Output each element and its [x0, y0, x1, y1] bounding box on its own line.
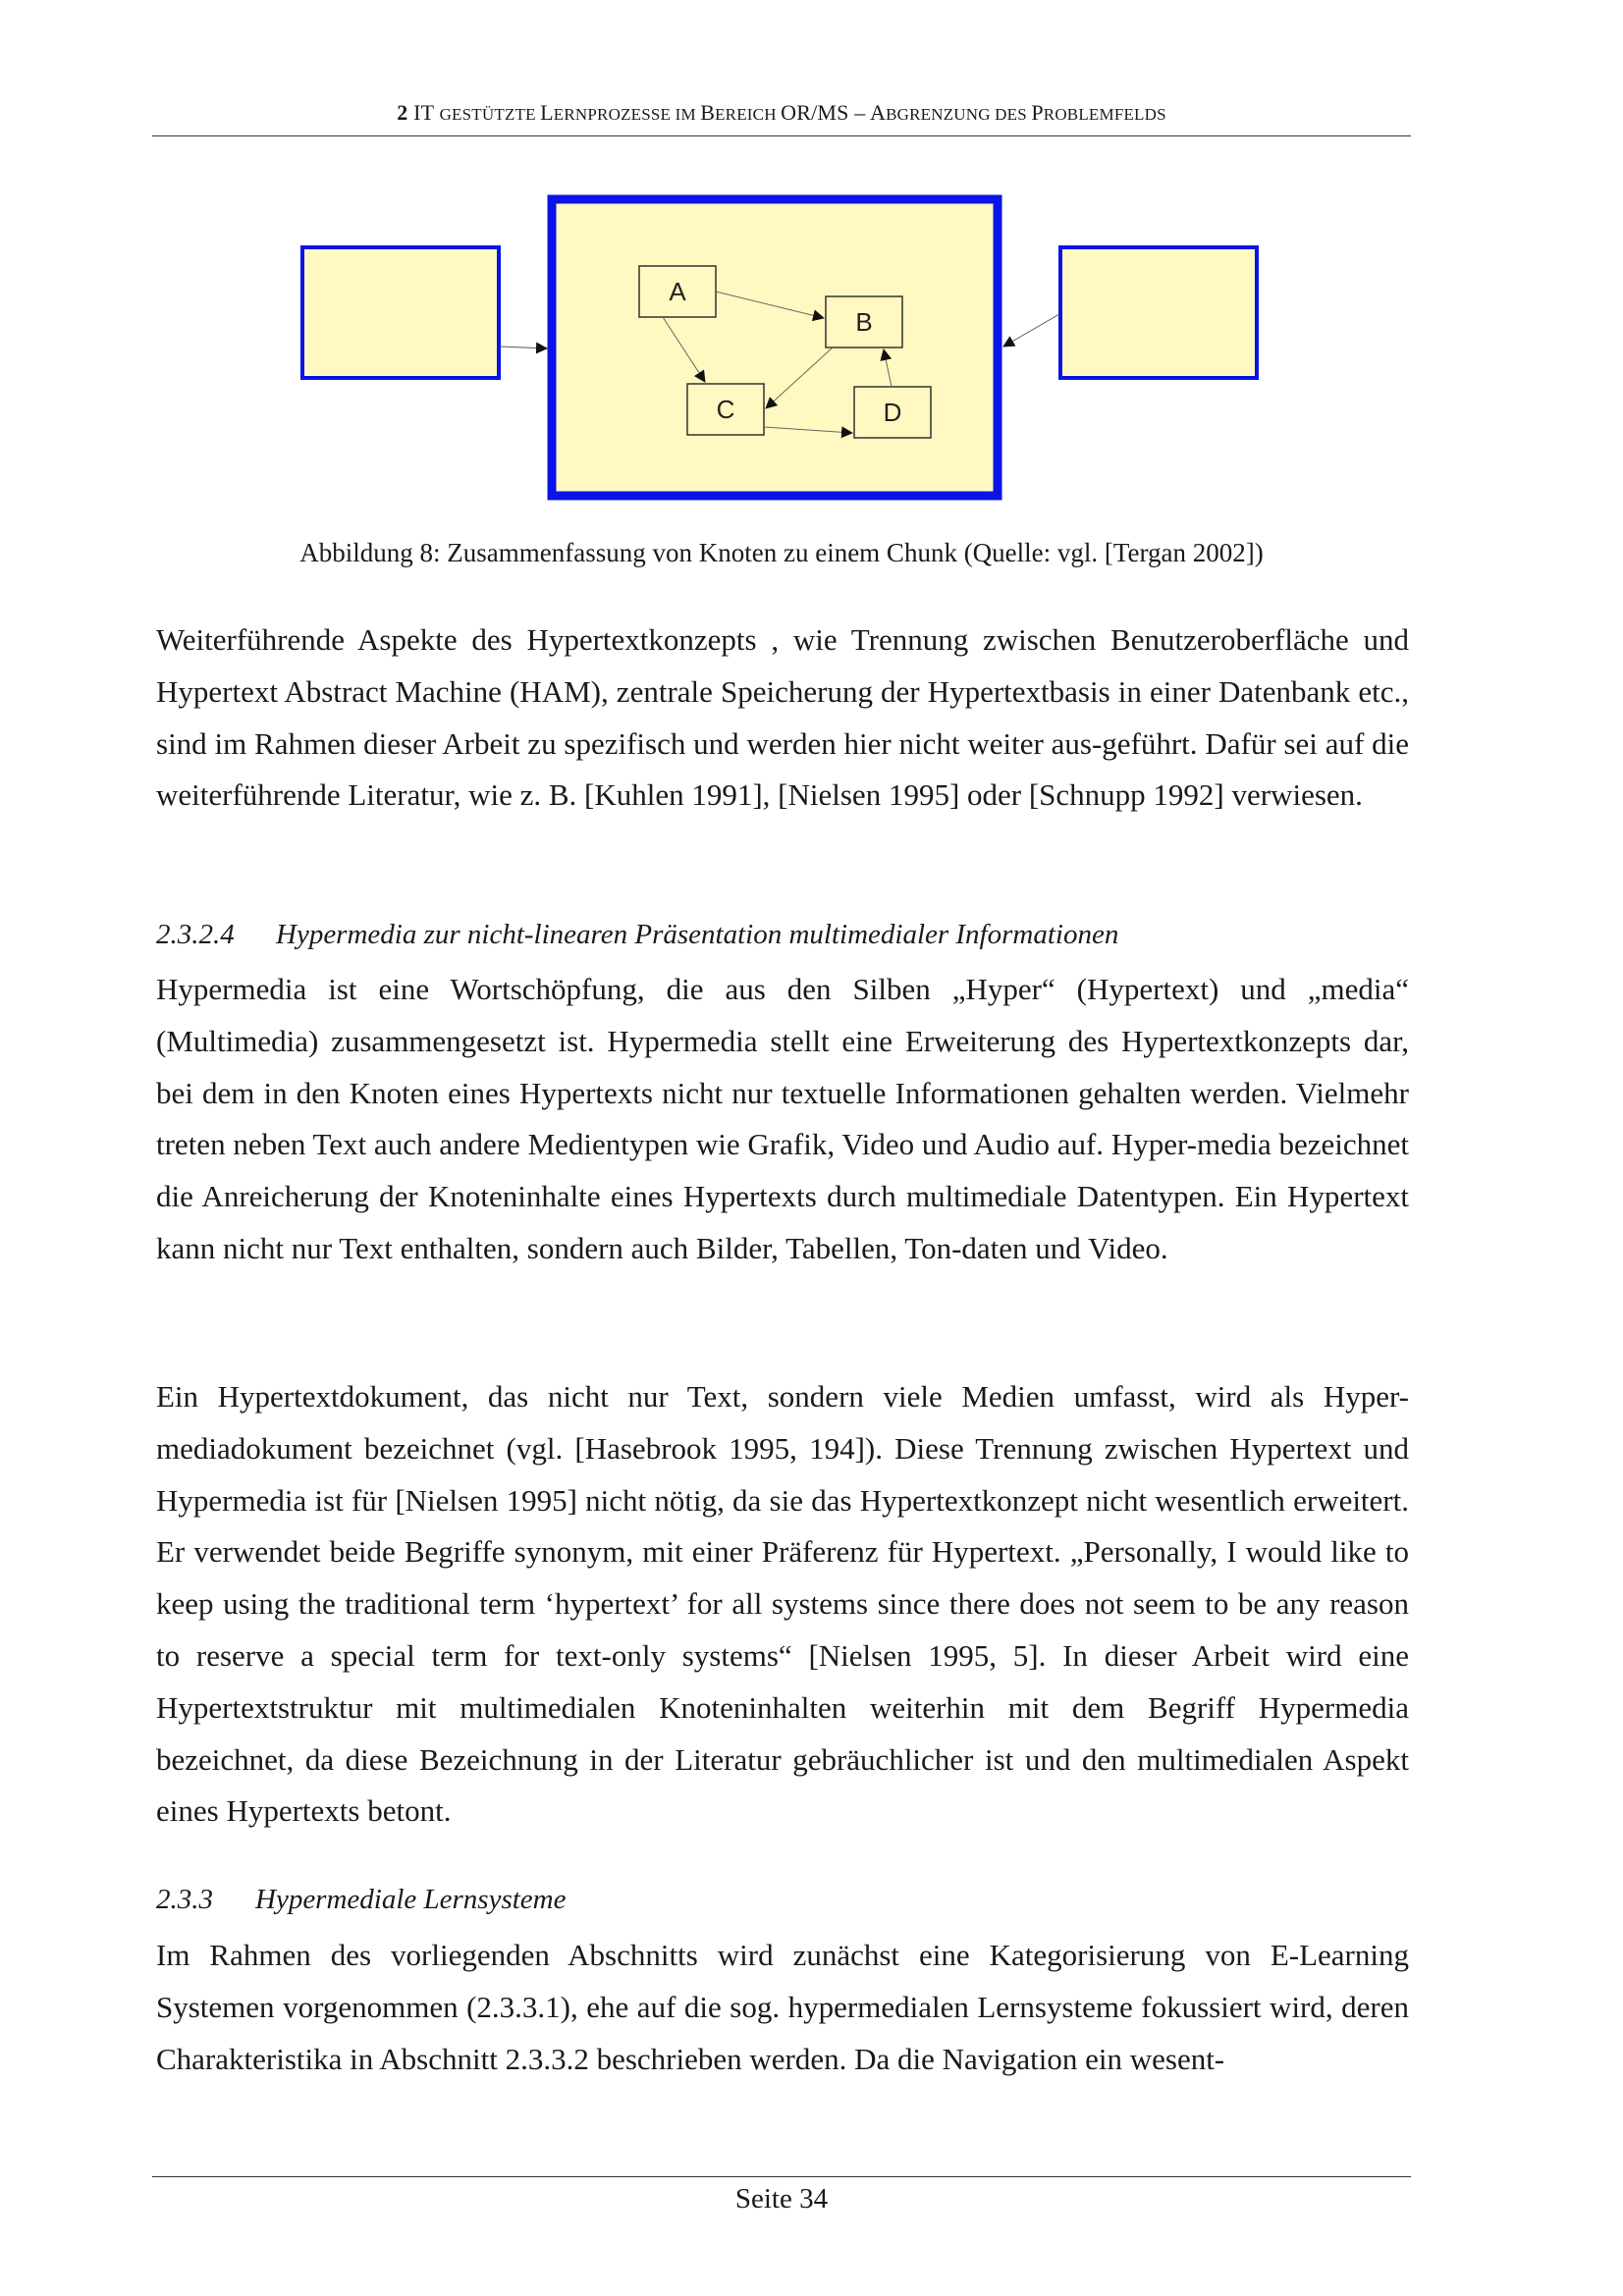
- section-number: 2.3.3: [156, 1884, 213, 1915]
- paragraph-learning-systems: Im Rahmen des vorliegenden Abschnitts wird zunächst eine Kategorisierung von E-Learning Systemen vorgenommen (2.3.3.1), ehe auf die sog. hypermedialen Lernsysteme fokussiert wird, deren Charakteristika in Abschnitt 2.3.3.2 beschrieben werden. Da die Navigation ein wesent-: [156, 1938, 1409, 2076]
- page-number: Seite 34: [734, 2183, 829, 2215]
- header-title-part: ROBLEMFELDS: [1043, 105, 1166, 124]
- edge-right-to-chunk: [1003, 314, 1059, 347]
- footer-rule: [152, 2176, 1411, 2177]
- header-title-part: ERNPROZESSE IM: [553, 105, 701, 124]
- chunk-diagram-svg: [295, 191, 1276, 506]
- header-title-part: A: [870, 100, 887, 125]
- node-d: [854, 387, 931, 438]
- running-header: [152, 100, 1411, 126]
- section-number: 2.3.2.4: [156, 919, 235, 950]
- header-title-part: GESTÜTZTE: [439, 105, 541, 124]
- node-a: [639, 266, 716, 317]
- paragraph-hypertext-aspects: Weiterführende Aspekte des Hypertextkonzepts , wie Trennung zwischen Benutzeroberfläche und Hypertext Abstract Machine (HAM), zentrale Speicherung der Hypertextbasis in einer Datenbank etc., sind im Rahmen dieser Arbeit zu spezifisch und werden hier nicht weiter aus-geführt. Dafür sei auf die weiterführende Literatur, wie z. B. [Kuhlen 1991], [Nielsen 1995] oder [Schnupp 1992] verwiesen.: [156, 622, 1409, 813]
- node-d-label: D: [883, 398, 902, 427]
- header-rule: [152, 135, 1411, 136]
- left-node-box: [302, 247, 499, 378]
- node-b-label: B: [855, 307, 873, 337]
- paragraph-hypermedia-definition: Hypermedia ist eine Wortschöpfung, die aus den Silben „Hyper“ (Hypertext) und „media“ (Multimedia) zusammengesetzt ist. Hypermedia stellt eine Erweiterung des Hypertextkonzepts dar, bei dem in den Knoten eines Hypertexts nicht nur textuelle Informationen gehalten werden. Vielmehr treten neben Text auch andere Medientypen wie Grafik, Video und Audio auf. Hyper-media bezeichnet die Anreicherung der Knoteninhalte eines Hypertexts durch multimediale Datentypen. Ein Hypertext kann nicht nur Text enthalten, sondern auch Bilder, Tabellen, Ton-daten und Video.: [156, 972, 1409, 1265]
- header-title-part: P: [1031, 100, 1044, 125]
- section-heading-2-3-3: [156, 1884, 567, 1916]
- header-title-part: EREICH: [715, 105, 782, 124]
- paragraph-hypermedia-document: Ein Hypertextdokument, das nicht nur Text, sondern viele Medien umfasst, wird als Hyper-mediadokument bezeichnet (vgl. [Hasebrook 1995, 194]). Diese Trennung zwischen Hypertext und Hypermedia ist für [Nielsen 1995] nicht nötig, da sie das Hypertextkonzept nicht wesentlich erweitert. Er verwendet beide Begriffe synonym, mit einer Präferenz für Hypertext. „Personally, I would like to keep using the traditional term ‘hypertext’ for all systems since there does not seem to be any reason to reserve a special term for text-only systems“ [Nielsen 1995, 5]. In dieser Arbeit wird eine Hypertextstruktur mit multimedialen Knoteninhalten weiterhin mit dem Begriff Hypermedia bezeichnet, da diese Bezeichnung in der Literatur gebräuchlicher ist und den multimedialen Aspekt eines Hypertexts betont.: [156, 1379, 1409, 1829]
- node-c: [687, 384, 764, 435]
- right-node-box: [1060, 247, 1257, 378]
- header-title-part: IT: [413, 100, 440, 125]
- edge-left-to-chunk: [500, 347, 547, 348]
- node-a-label: A: [669, 277, 686, 306]
- section-title: Hypermediale Lernsysteme: [255, 1884, 567, 1915]
- header-title-part: OR/MS –: [781, 100, 870, 125]
- header-title-part: L: [540, 100, 554, 125]
- header-title-part: B: [700, 100, 716, 125]
- chapter-title: [413, 100, 1166, 125]
- chunk-box: [552, 199, 998, 496]
- chunk-diagram: [295, 191, 1276, 506]
- chapter-number: 2: [397, 100, 408, 125]
- figure-caption: Abbildung 8: Zusammenfassung von Knoten zu einem Chunk (Quelle: vgl. [Tergan 2002]): [299, 538, 1264, 567]
- section-heading-2-3-2-4: [156, 919, 1118, 951]
- node-c-label: C: [716, 395, 735, 424]
- node-b: [826, 296, 902, 347]
- section-title: Hypermedia zur nicht-linearen Präsentation multimedialer Informationen: [276, 919, 1119, 950]
- header-title-part: BGRENZUNG DES: [886, 105, 1032, 124]
